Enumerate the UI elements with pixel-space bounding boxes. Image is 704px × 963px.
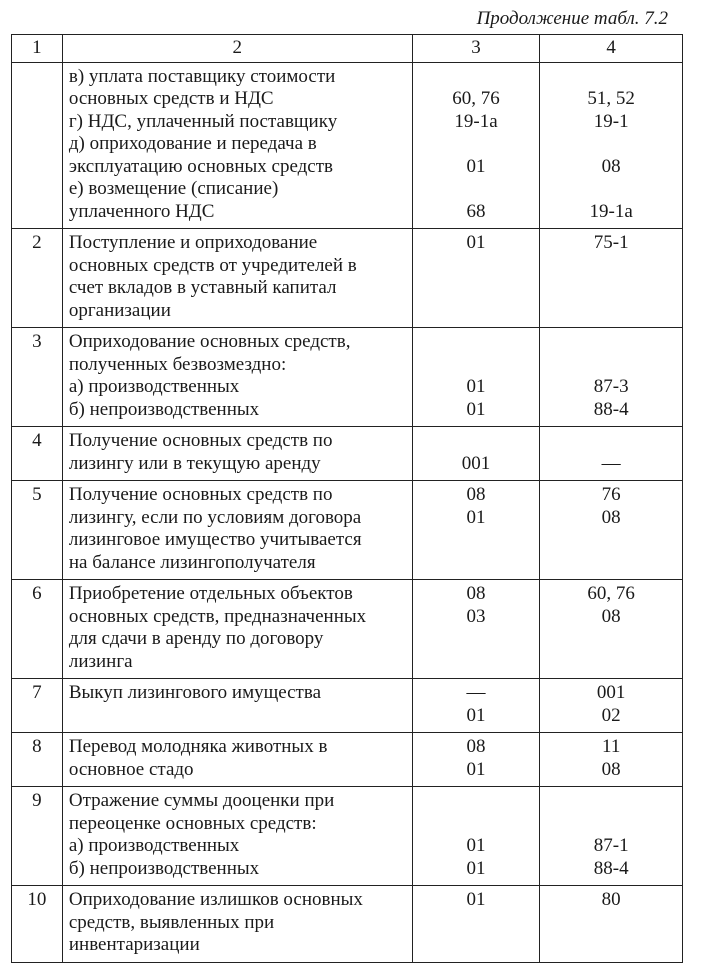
description-cell bbox=[62, 62, 412, 229]
debit-account bbox=[418, 430, 535, 453]
table-caption: Продолжение табл. 7.2 bbox=[476, 8, 668, 29]
description-line: Оприходование излишков основных bbox=[68, 889, 363, 910]
table-row bbox=[12, 679, 683, 733]
debit-account bbox=[418, 651, 535, 674]
table-row bbox=[12, 481, 683, 580]
credit-account bbox=[545, 66, 677, 89]
description-line: Получение основных средств по bbox=[68, 430, 333, 451]
description-line: б) непроизводственных bbox=[68, 857, 260, 879]
row-number bbox=[12, 62, 63, 229]
credit-cell bbox=[540, 328, 683, 427]
debit-cell bbox=[412, 733, 540, 787]
description-line: на балансе лизингополучателя bbox=[68, 551, 316, 573]
table-body bbox=[12, 62, 683, 962]
header-col-1: 1 bbox=[12, 35, 63, 63]
header-col-3: 3 bbox=[412, 35, 540, 63]
credit-cell bbox=[540, 481, 683, 580]
description-line: лизингу, если по условиям договора bbox=[68, 506, 362, 528]
credit-account bbox=[545, 430, 677, 453]
debit-cell bbox=[412, 580, 540, 679]
credit-account: — bbox=[601, 452, 621, 474]
description-line: г) НДС, уплаченный поставщику bbox=[68, 110, 338, 132]
row-number: 8 bbox=[12, 733, 63, 787]
credit-account: 11 bbox=[602, 736, 621, 757]
description-cell bbox=[62, 787, 412, 886]
description-line: лизинговое имущество учитывается bbox=[68, 529, 362, 550]
credit-account bbox=[545, 651, 677, 674]
debit-account bbox=[418, 66, 535, 89]
debit-account bbox=[418, 628, 535, 651]
credit-account: 08 bbox=[601, 758, 621, 780]
credit-cell bbox=[540, 886, 683, 963]
debit-account: 001 bbox=[461, 452, 491, 474]
header-col-2: 2 bbox=[62, 35, 412, 63]
description-cell bbox=[62, 733, 412, 787]
credit-account: 08 bbox=[601, 506, 621, 528]
debit-account bbox=[418, 934, 535, 957]
debit-account: 01 bbox=[466, 232, 486, 253]
debit-cell bbox=[412, 328, 540, 427]
debit-account bbox=[418, 277, 535, 300]
table-row bbox=[12, 229, 683, 328]
credit-account bbox=[545, 934, 677, 957]
credit-account: 88-4 bbox=[593, 857, 629, 879]
description-line: Оприходование основных средств, bbox=[68, 331, 351, 352]
credit-cell bbox=[540, 427, 683, 481]
credit-account: 76 bbox=[601, 484, 621, 505]
row-number: 4 bbox=[12, 427, 63, 481]
description-line: средств, выявленных при bbox=[68, 911, 275, 933]
description-line: уплаченного НДС bbox=[68, 200, 215, 222]
table-row bbox=[12, 328, 683, 427]
description-cell bbox=[62, 481, 412, 580]
credit-account bbox=[545, 790, 677, 813]
row-number: 2 bbox=[12, 229, 63, 328]
credit-account bbox=[545, 300, 677, 323]
debit-account: 08 bbox=[466, 736, 486, 757]
credit-account bbox=[545, 813, 677, 836]
credit-account bbox=[545, 331, 677, 354]
table-row bbox=[12, 62, 683, 229]
table-row bbox=[12, 580, 683, 679]
header-col-4: 4 bbox=[540, 35, 683, 63]
credit-account: 88-4 bbox=[593, 398, 629, 420]
debit-account bbox=[418, 529, 535, 552]
table-row bbox=[12, 427, 683, 481]
credit-account bbox=[545, 178, 677, 201]
debit-account: 01 bbox=[466, 155, 486, 177]
description-line: полученных безвозмездно: bbox=[68, 353, 287, 375]
description-line: а) производственных bbox=[68, 376, 240, 397]
debit-account: 01 bbox=[466, 704, 486, 726]
accounting-table bbox=[11, 34, 683, 963]
description-line: основных средств и НДС bbox=[68, 88, 274, 109]
credit-account: 19-1 bbox=[593, 110, 629, 132]
table-row bbox=[12, 787, 683, 886]
credit-account bbox=[545, 133, 677, 156]
debit-cell bbox=[412, 427, 540, 481]
description-line: Перевод молодняка животных в bbox=[68, 736, 328, 757]
debit-account: 60, 76 bbox=[452, 88, 500, 109]
credit-cell bbox=[540, 580, 683, 679]
row-number: 9 bbox=[12, 787, 63, 886]
debit-account: 01 bbox=[466, 857, 486, 879]
credit-account: 19-1а bbox=[589, 200, 633, 222]
debit-cell bbox=[412, 229, 540, 328]
description-line: б) непроизводственных bbox=[68, 398, 260, 420]
debit-account bbox=[418, 178, 535, 201]
debit-account: 08 bbox=[466, 484, 486, 505]
debit-account: — bbox=[466, 682, 486, 703]
debit-cell bbox=[412, 481, 540, 580]
description-line: д) оприходование и передача в bbox=[68, 133, 317, 154]
description-line: основных средств от учредителей в bbox=[68, 254, 357, 276]
debit-cell bbox=[412, 679, 540, 733]
description-line: е) возмещение (списание) bbox=[68, 178, 279, 199]
description-line: счет вкладов в уставный капитал bbox=[68, 277, 337, 298]
debit-account: 08 bbox=[466, 583, 486, 604]
credit-account: 80 bbox=[601, 889, 621, 910]
debit-account: 01 bbox=[466, 835, 486, 856]
description-cell bbox=[62, 328, 412, 427]
credit-account: 87-1 bbox=[593, 835, 629, 856]
description-cell bbox=[62, 229, 412, 328]
description-line bbox=[69, 705, 407, 728]
credit-account bbox=[545, 277, 677, 300]
credit-account: 001 bbox=[596, 682, 626, 703]
description-line: лизинга bbox=[68, 650, 133, 672]
credit-account: 87-3 bbox=[593, 376, 629, 397]
debit-account bbox=[418, 354, 535, 377]
description-line: Приобретение отдельных объектов bbox=[68, 583, 353, 604]
credit-account: 51, 52 bbox=[587, 88, 635, 109]
row-number: 7 bbox=[12, 679, 63, 733]
description-line: эксплуатацию основных средств bbox=[68, 155, 334, 177]
credit-account: 02 bbox=[601, 704, 621, 726]
description-line: основных средств, предназначенных bbox=[68, 605, 367, 627]
debit-account bbox=[418, 912, 535, 935]
debit-account: 01 bbox=[466, 376, 486, 397]
row-number: 10 bbox=[12, 886, 63, 963]
debit-account bbox=[418, 790, 535, 813]
table-row bbox=[12, 886, 683, 963]
credit-account: 08 bbox=[601, 155, 621, 177]
debit-account: 01 bbox=[466, 758, 486, 780]
credit-account bbox=[545, 529, 677, 552]
description-line: основное стадо bbox=[68, 758, 194, 780]
debit-account bbox=[418, 813, 535, 836]
debit-cell bbox=[412, 62, 540, 229]
credit-account bbox=[545, 628, 677, 651]
credit-account bbox=[545, 552, 677, 575]
credit-account bbox=[545, 354, 677, 377]
description-line: лизингу или в текущую аренду bbox=[68, 452, 321, 474]
credit-cell bbox=[540, 62, 683, 229]
description-line: а) производственных bbox=[68, 835, 240, 856]
credit-account bbox=[545, 255, 677, 278]
description-line: переоценке основных средств: bbox=[68, 812, 317, 834]
credit-account: 08 bbox=[601, 605, 621, 627]
description-line: Поступление и оприходование bbox=[68, 232, 318, 253]
description-cell bbox=[62, 427, 412, 481]
description-line: Выкуп лизингового имущества bbox=[68, 682, 322, 703]
debit-account: 01 bbox=[466, 398, 486, 420]
debit-account: 01 bbox=[466, 889, 486, 910]
description-cell bbox=[62, 679, 412, 733]
debit-account bbox=[418, 133, 535, 156]
description-line: Получение основных средств по bbox=[68, 484, 333, 505]
debit-cell bbox=[412, 787, 540, 886]
description-line: Отражение суммы дооценки при bbox=[68, 790, 335, 811]
credit-account: 60, 76 bbox=[587, 583, 635, 604]
debit-account: 03 bbox=[466, 605, 486, 627]
debit-cell bbox=[412, 886, 540, 963]
debit-account bbox=[418, 552, 535, 575]
debit-account bbox=[418, 300, 535, 323]
credit-account: 75-1 bbox=[593, 232, 629, 253]
header-row bbox=[12, 35, 683, 63]
credit-account bbox=[545, 912, 677, 935]
credit-cell bbox=[540, 229, 683, 328]
debit-account: 68 bbox=[466, 200, 486, 222]
description-line: в) уплата поставщику стоимости bbox=[68, 65, 336, 87]
credit-cell bbox=[540, 733, 683, 787]
debit-account bbox=[418, 255, 535, 278]
description-line: инвентаризации bbox=[68, 934, 200, 955]
credit-cell bbox=[540, 679, 683, 733]
debit-account bbox=[418, 331, 535, 354]
description-line: для сдачи в аренду по договору bbox=[68, 628, 324, 649]
row-number: 3 bbox=[12, 328, 63, 427]
description-cell bbox=[62, 580, 412, 679]
row-number: 6 bbox=[12, 580, 63, 679]
table-row bbox=[12, 733, 683, 787]
credit-cell bbox=[540, 787, 683, 886]
description-cell bbox=[62, 886, 412, 963]
debit-account: 01 bbox=[466, 506, 486, 528]
debit-account: 19-1а bbox=[454, 110, 498, 132]
row-number: 5 bbox=[12, 481, 63, 580]
description-line: организации bbox=[68, 299, 171, 321]
